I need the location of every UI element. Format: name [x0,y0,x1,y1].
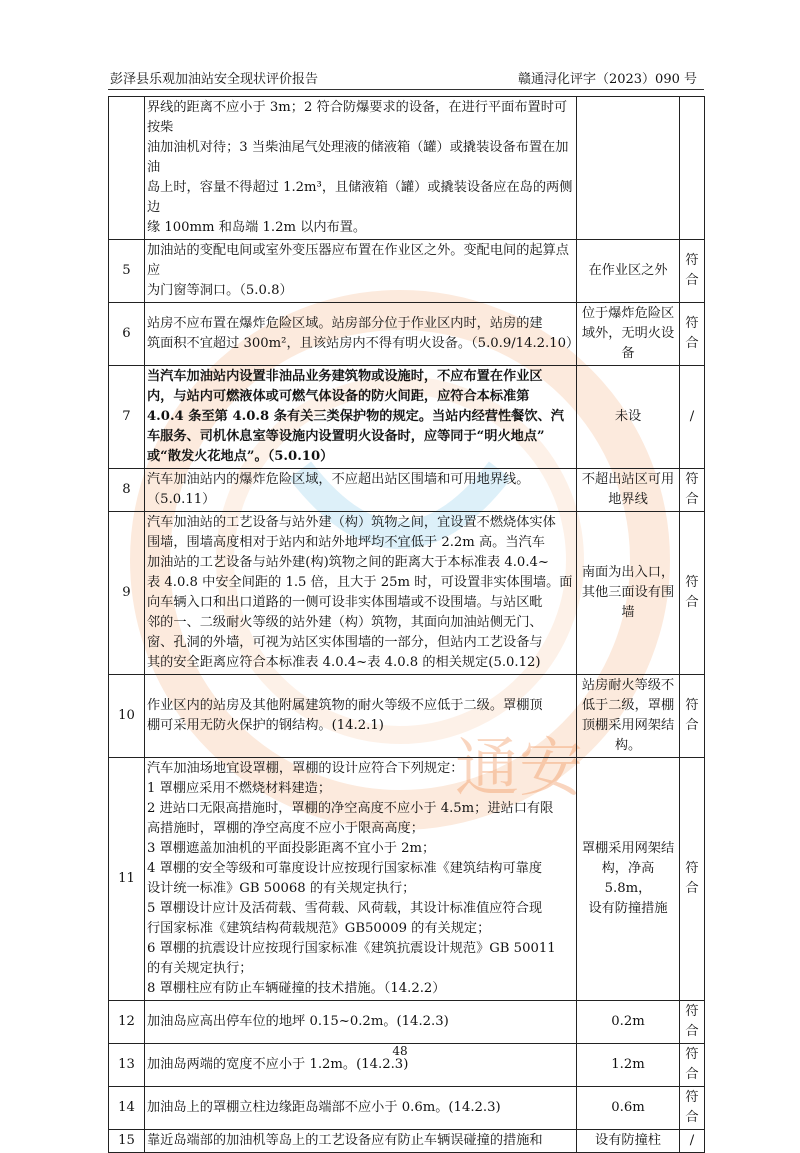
requirement-line: 汽车加油站内的爆炸危险区域，不应超出站区围墙和可用地界线。 [147,472,530,487]
table-row [109,97,705,240]
requirement-line: 表 4.0.8 中安全间距的 1.5 倍，且大于 25m 时，可设置非实体围墙。面 [147,575,573,590]
actual-status-line: 构，净高 5.8m， [601,861,655,896]
row-number: 5 [109,240,145,303]
requirement-line: 围墙，围墙高度相对于站内和站外地坪均不宜低于 2.2m 高。当汽车 [147,535,545,550]
actual-status-cell [577,240,680,303]
requirement-cell [145,1001,577,1044]
row-number: 12 [109,1001,145,1044]
requirement-cell [145,366,577,469]
actual-status-cell [577,469,680,512]
actual-status-line: 南面为出入口， [581,565,675,580]
requirement-cell [145,512,577,675]
requirement-line: 汽车加油场地宜设罩棚，罩棚的设计应符合下列规定： [147,761,464,776]
actual-status-cell [577,303,680,366]
table-row [109,469,705,512]
actual-status-cell [577,1087,680,1130]
actual-status-cell [577,512,680,675]
row-number: 8 [109,469,145,512]
requirement-line: 向车辆入口和出口道路的一侧可设非实体围墙或不设围墙。与站区毗 [147,595,543,610]
row-number: 14 [109,1087,145,1130]
requirement-line: 缘 100mm 和岛端 1.2m 以内布置。 [147,220,367,235]
actual-status-line: 备 [621,346,635,361]
requirement-cell [145,240,577,303]
actual-status-cell [577,1130,680,1153]
verdict-cell: / [680,366,705,469]
requirement-cell [145,303,580,366]
report-title: 彭泽县乐观加油站安全现状评价报告 [110,72,319,87]
header-divider [108,89,704,90]
row-number [109,97,145,240]
requirement-line: 1 罩棚应采用不燃烧材料建造； [147,781,332,796]
requirement-cell [145,1130,577,1153]
requirement-line: 6 罩棚的抗震设计应按现行国家标准《建筑抗震设计规范》GB 50011 [147,941,556,956]
verdict-cell: 符合 [680,240,705,303]
requirement-cell [145,97,577,240]
requirement-line: 4.0.4 条至第 4.0.8 条有关三类保护物的规定。当站内经营性餐饮、汽 [147,409,564,424]
row-number: 13 [109,1044,145,1087]
table-row [109,675,705,758]
watermark-text: 通安 [455,732,583,806]
verdict-cell: 符合 [680,758,705,1001]
actual-status-cell [577,97,680,240]
requirement-line: 加油站的变配电间或室外变压器应布置在作业区之外。变配电间的起算点应 [147,243,569,278]
verdict-cell: 符合 [680,469,705,512]
table-row [109,1130,705,1153]
actual-status-line: 站房耐火等级不 [581,678,675,693]
verdict-cell: 符合 [680,1044,705,1087]
row-number: 7 [109,366,145,469]
actual-status-line: 设有防撞柱 [595,1133,661,1148]
requirement-line: 设计统一标准》GB 50068 的有关规定执行； [147,881,416,896]
actual-status-line: 低于二级，罩棚 [581,698,675,713]
requirement-line: 高措施时，罩棚的净空高度不应小于限高高度； [147,821,424,836]
requirement-line: 筑面积不宜超过 300m²，且该站房内不得有明火设备。（5.0.9/14.2.10） [147,336,580,351]
requirement-line: 加油岛应高出停车位的地坪 0.15~0.2m。(14.2.3) [147,1014,449,1029]
requirement-line: 的有关规定执行； [147,961,253,976]
requirement-cell [145,1087,577,1130]
actual-status-cell [577,675,680,758]
actual-status-line: 位于爆炸危险区 [581,306,675,321]
actual-status-line: 不超出站区可用 [581,472,675,487]
report-number: 赣通浔化评字（2023）090 号 [517,72,697,87]
actual-status-line: 其他三面设有围 [581,585,675,600]
requirement-cell [145,758,577,1001]
requirement-line: 当汽车加油站内设置非油品业务建筑物或设施时，不应布置在作业区 [147,369,543,384]
requirement-line: 作业区内的站房及其他附属建筑物的耐火等级不应低于二级。罩棚顶 [147,698,543,713]
requirement-line: 内，与站内可燃液体或可燃气体设备的防火间距，应符合本标准第 [147,389,530,404]
table-row [109,1001,705,1044]
row-number: 11 [109,758,145,1001]
actual-status-line: 设有防撞措施 [588,901,668,916]
verdict-cell: 符合 [680,512,705,675]
requirement-line: 2 进站口无限高措施时，罩棚的净空高度不应小于 4.5m；进站口有限 [147,801,554,816]
verdict-cell [680,97,705,240]
evaluation-table-body [109,97,705,1153]
table-row [109,758,705,1001]
requirement-line: 4 罩棚的安全等级和可靠度设计应按现行国家标准《建筑结构可靠度 [147,861,543,876]
actual-status-line: 域外，无明火设 [581,326,675,341]
actual-status-cell [577,758,680,1001]
table-row [109,240,705,303]
requirement-line: 汽车加油站的工艺设备与站外建（构）筑物之间，宜设置不燃烧体实体 [147,515,556,530]
requirement-line: （5.0.11） [147,492,216,507]
requirement-line: 8 罩棚柱应有防止车辆碰撞的技术措施。（14.2.2） [147,981,446,996]
actual-status-line: 0.2m [611,1014,645,1029]
page-number: 48 [392,1044,408,1058]
verdict-cell: 符合 [680,1001,705,1044]
actual-status-line: 墙 [621,605,635,620]
actual-status-line: 在作业区之外 [588,263,668,278]
actual-status-line: 顶棚采用网架结 [581,718,675,733]
table-row [109,366,705,469]
actual-status-cell [577,366,680,469]
requirement-line: 界线的距离不应小于 3m；2 符合防爆要求的设备，在进行平面布置时可按柴 [147,100,568,135]
verdict-cell: 符合 [680,675,705,758]
actual-status-line: 构。 [614,738,642,753]
verdict-cell: / [680,1130,705,1153]
row-number: 10 [109,675,145,758]
requirement-line: 邻的一、二级耐火等级的站外建（构）筑物，其面向加油站侧无门、 [147,615,543,630]
actual-status-line: 未设 [614,409,642,424]
actual-status-line: 罩棚采用网架结 [581,841,675,856]
evaluation-table [108,96,705,1153]
actual-status-line: 0.6m [611,1100,645,1115]
requirement-line: 棚可采用无防火保护的钢结构。(14.2.1) [147,718,384,733]
requirement-cell [145,675,577,758]
table-row [109,303,705,366]
actual-status-line: 1.2m [611,1057,645,1072]
row-number: 6 [109,303,145,366]
requirement-line: 站房不应布置在爆炸危险区域。站房部分位于作业区内时，站房的建 [147,316,543,331]
requirement-line: 其的安全距离应符合本标准表 4.0.4~表 4.0.8 的相关规定(5.0.12) [147,655,541,670]
requirement-line: 加油岛上的罩棚立柱边缘距岛端部不应小于 0.6m。(14.2.3) [147,1100,501,1115]
table-row [109,1087,705,1130]
table-row [109,512,705,675]
actual-status-cell [577,1001,680,1044]
requirement-line: 加油站的工艺设备与站外建(构)筑物之间的距离大于本标准表 4.0.4~ [147,555,549,570]
requirement-line: 车服务、司机休息室等设施内设置明火设备时，应等同于“明火地点” [147,429,545,444]
requirement-line: 油加油机对待；3 当柴油尾气处理液的储液箱（罐）或撬装设备布置在加油 [147,140,569,175]
verdict-cell: 符合 [680,1087,705,1130]
actual-status-line: 地界线 [608,492,648,507]
requirement-line: 5 罩棚设计应计及活荷载、雪荷载、风荷载，其设计标准值应符合现 [147,901,543,916]
requirement-line: 行国家标准《建筑结构荷载规范》GB50009 的有关规定； [147,921,491,936]
requirement-cell [145,469,577,512]
verdict-cell: 符合 [680,303,705,366]
requirement-line: 岛上时，容量不得超过 1.2m³，且储液箱（罐）或撬装设备应在岛的两侧边 [147,180,573,215]
requirement-line: 靠近岛端部的加油机等岛上的工艺设备应有防止车辆误碰撞的措施和 [147,1133,543,1148]
row-number: 15 [109,1130,145,1153]
requirement-line: 加油岛两端的宽度不应小于 1.2m。(14.2.3) [147,1057,409,1072]
requirement-line: 3 罩棚遮盖加油机的平面投影距离不宜小于 2m； [147,841,436,856]
requirement-line: 或“散发火花地点”。（5.0.10） [147,449,334,464]
requirement-line: 窗、孔洞的外墙，可视为站区实体围墙的一部分，但站内工艺设备与 [147,635,543,650]
row-number: 9 [109,512,145,675]
requirement-line: 为门窗等洞口。（5.0.8） [147,283,293,298]
